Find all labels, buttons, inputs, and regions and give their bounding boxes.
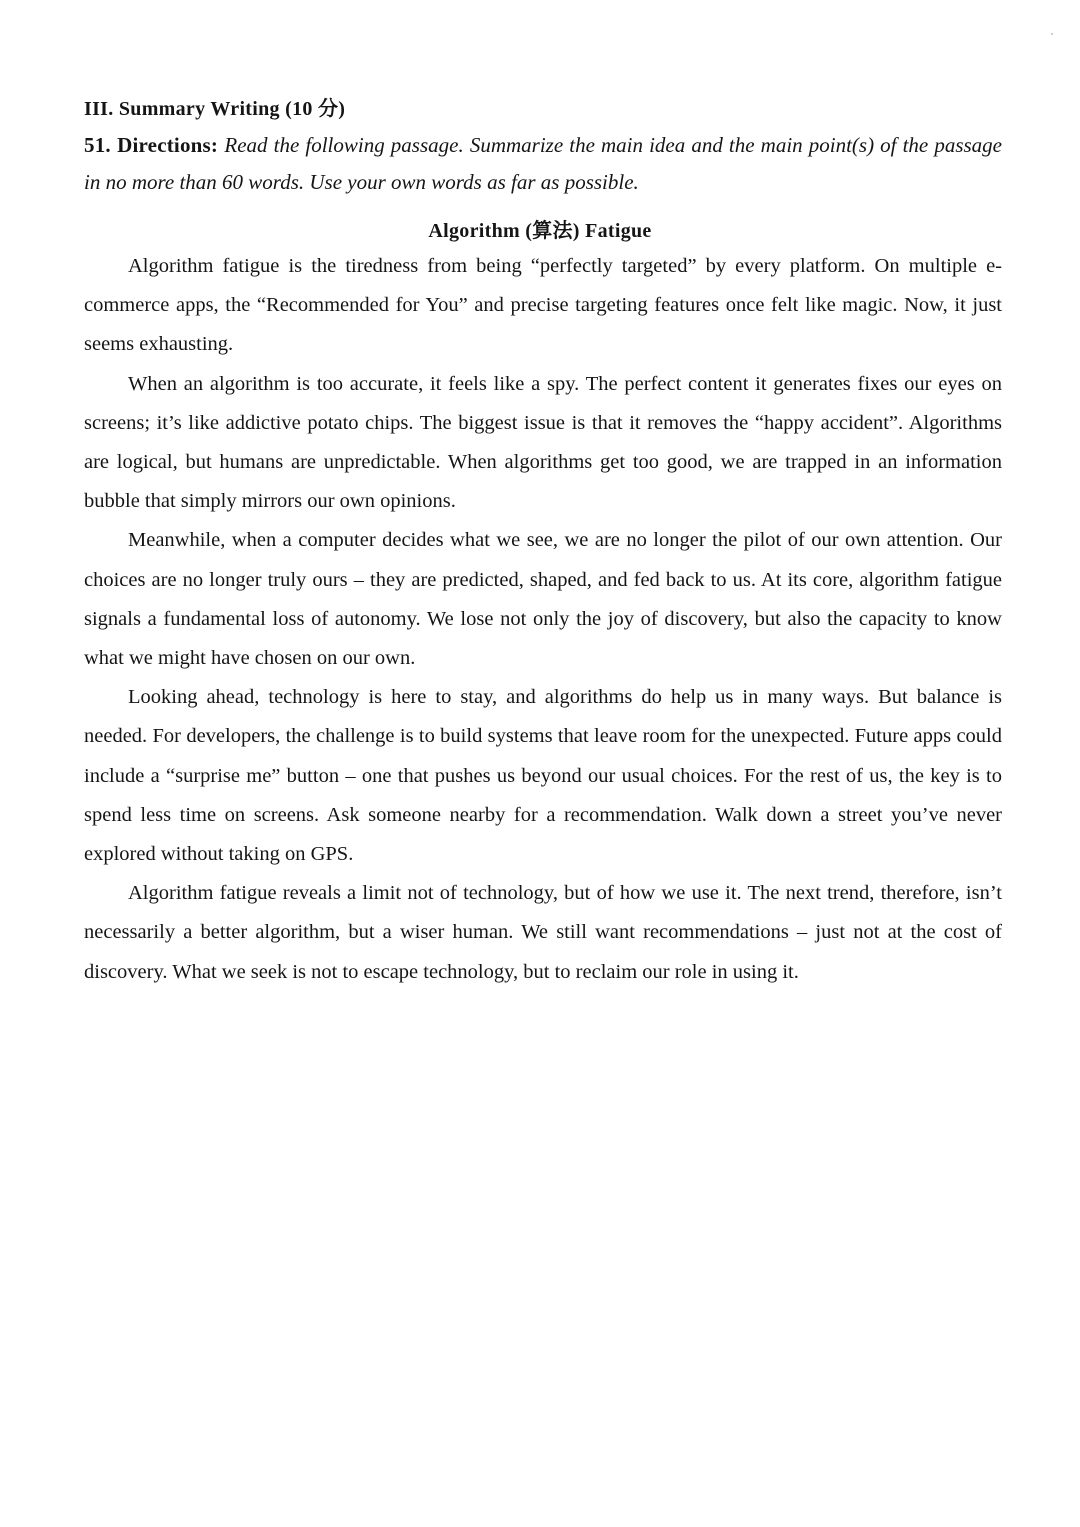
passage-title: Algorithm (算法) Fatigue (428, 220, 652, 242)
passage-paragraph: Algorithm fatigue is the tiredness from being “perfectly targeted” by every platform. On multiple e-commerce apps, the “Recommended for You” and precise targeting features once felt like magic. Now, it just seems exhausting. (84, 255, 1002, 356)
directions-text: Read the following passage. Summarize the main idea and the main point(s) of the passage in no more than 60 words. Use your own words as far as possible. (84, 133, 1002, 194)
passage-paragraph: Algorithm fatigue reveals a limit not of technology, but of how we use it. The next trend, therefore, isn’t necessarily a better algorithm, but a wiser human. We still want recommendations – just not at the cost of discovery. What we seek is not to escape technology, but to reclaim our role in using it. (84, 882, 1002, 983)
passage-body (84, 247, 1002, 992)
scan-speck (1051, 33, 1053, 35)
directions-label: 51. Directions: (84, 133, 225, 157)
passage-paragraph: Looking ahead, technology is here to stay, and algorithms do help us in many ways. But balance is needed. For developers, the challenge is to build systems that leave room for the unexpected. Future apps could include a “surprise me” button – one that pushes us beyond our usual choices. For the rest of us, the key is to spend less time on screens. Ask someone nearby for a recommendation. Walk down a street you’ve never explored without taking on GPS. (84, 686, 1002, 866)
passage-paragraph: Meanwhile, when a computer decides what we see, we are no longer the pilot of our own attention. Our choices are no longer truly ours – they are predicted, shaped, and fed back to us. At its core, algorithm fatigue signals a fundamental loss of autonomy. We lose not only the joy of discovery, but also the capacity to know what we might have chosen on our own. (84, 529, 1002, 670)
section-heading: III. Summary Writing (10 分) (84, 98, 346, 120)
passage-paragraph: When an algorithm is too accurate, it feels like a spy. The perfect content it generates fixes our eyes on screens; it’s like addictive potato chips. The biggest issue is that it removes the “happy accident”. Algorithms are logical, but humans are unpredictable. When algorithms get too good, we are trapped in an information bubble that simply mirrors our own opinions. (84, 372, 1002, 513)
directions (84, 127, 1002, 201)
